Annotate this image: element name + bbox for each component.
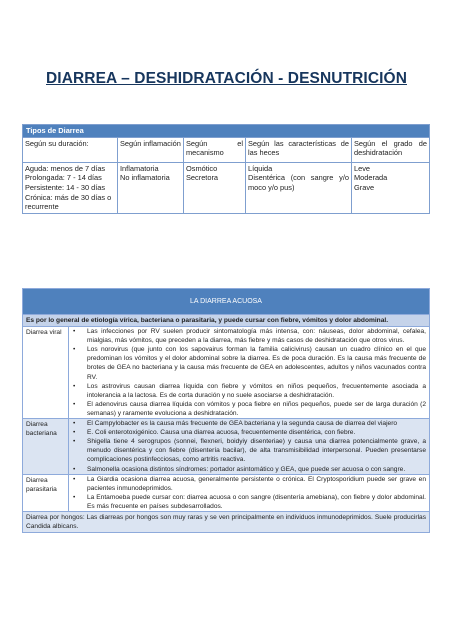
section-content (69, 474, 430, 511)
column-headers-row (23, 137, 430, 162)
list-item: • La Giardia ocasiona diarrea acuosa, generalmente persistente o crónica. El Cryptosporidium puede ser grave en pacientes inmunodeprimidos. (69, 475, 426, 493)
intro-text: Es por lo general de etiología vírica, bacteriana o parasitaria, y puede cursar con fiebre, vómitos y dolor abdominal. (23, 315, 430, 327)
section-content (69, 327, 430, 419)
list-item: Aguda: menos de 7 días (25, 163, 106, 173)
list-item: Leve (354, 163, 371, 173)
bullet-list (69, 419, 429, 474)
section-parasitic (23, 474, 430, 511)
list-item: Osmótico (186, 163, 218, 173)
section-bacterial (23, 419, 430, 475)
table-header-row (23, 125, 430, 138)
col-inflammation: Según inflamación (118, 137, 184, 162)
list-item: Secretora (186, 173, 219, 183)
fungal-note: Diarrea por hongos: Las diarreas por hongos son muy raras y se ven principalmente en individuos inmunodeprimidos. Suele producirlas Candida albicans. (23, 511, 430, 532)
section-viral (23, 327, 430, 419)
page-title: DIARREA – DESHIDRATACIÓN - DESNUTRICIÓN (46, 70, 407, 87)
bullet-list (69, 327, 429, 418)
section-label: Diarrea viral (23, 327, 69, 419)
list-item: Grave (354, 182, 375, 192)
section-label: Diarrea bacteriana (23, 419, 69, 475)
list-item: • El Campylobacter es la causa más frecuente de GEA bacteriana y la segunda causa de diarrea del viajero (69, 419, 426, 428)
list-item: • E. Coli enterotoxigénico. Causa una diarrea acuosa, frecuentemente disentérica, con fiebre. (69, 428, 426, 437)
list-item: • El adenovirus causa diarrea líquida con vómitos y poca fiebre en niños pequeños, puede ser de larga duración (2 semanas) y raramente evoluciona a deshidratación. (69, 400, 426, 418)
list-item: • Salmonella ocasiona distintos síndromes: portador asintomático y GEA, que puede ser acuosa o con sangre. (69, 465, 426, 474)
list-item: Líquida (248, 163, 273, 173)
col-mechanism: Según el mecanismo (184, 137, 246, 162)
cell-duration (23, 162, 118, 213)
col-stool: Según las características de las heces (246, 137, 352, 162)
watery-diarrhea-table (22, 288, 430, 533)
cell-inflammation (118, 162, 184, 213)
list-item: Inflamatoria (120, 163, 159, 173)
intro-row (23, 315, 430, 327)
list-item: • Shigella tiene 4 serogrupos (sonnei, flexneri, boidyiy disenteriae) y causa una diarrea potencialmente grave, a menudo disentérica y con fiebre (disentería bacilar), de alta transmisibilidad interpersonal. Pueden presentarse complicaciones postinfecciosas, como artritis reactiva. (69, 437, 426, 464)
list-item: Prolongada: 7 - 14 días (25, 173, 102, 183)
section-label: Diarrea parasitaria (23, 474, 69, 511)
list-item: Persistente: 14 - 30 días (25, 182, 106, 192)
list-item: • Los norovirus (que junto con los sapovairus forman la familia calicivirus) causan un cuadro clínico en el que predominan los vómitos y el dolor abdominal sobre la diarrea. Es de poca duración. Es la causa más frecuente de brotes de GEA no bacteriana y la causa más frecuente de GEA en adolescentes, adultos y niños vacunados contra RV. (69, 345, 426, 381)
table-header: Tipos de Diarrea (23, 125, 430, 138)
banner-row (23, 289, 430, 315)
list-item: • La Entamoeba puede cursar con: diarrea acuosa o con sangre (disentería amebiana), con fiebre y dolor abdominal. Es más frecuente en países subdesarrollados. (69, 493, 426, 511)
col-duration: Según su duración: (23, 137, 118, 162)
list-item: • Las infecciones por RV suelen producir sintomatología más intensa, con: náuseas, dolor abdominal, cefalea, mialgias, más vómitos, que preceden a la diarrea, más fiebre y más casos de deshidratación que otros virus. (69, 327, 426, 345)
section-banner: LA DIARREA ACUOSA (23, 289, 430, 315)
diarrhea-types-table (22, 124, 430, 214)
list-item: No inflamatoria (120, 173, 170, 183)
values-row (23, 162, 430, 213)
cell-dehydration (352, 162, 430, 213)
list-item: • Los astrovirus causan diarrea líquida con fiebre y vómitos en niños pequeños, frecuentemente asociada a intolerancia a la lactosa. Es de corta duración y no suele asociarse a deshidratación. (69, 382, 426, 400)
list-item: Crónica: más de 30 días o recurrente (25, 192, 112, 212)
bullet-list (69, 475, 429, 511)
list-item: Disentérica (con sangre y/o moco y/o pus) (248, 173, 349, 192)
list-item: Moderada (354, 173, 388, 183)
cell-mechanism (184, 162, 246, 213)
cell-stool (246, 162, 352, 213)
col-dehydration: Según el grado de deshidratación (352, 137, 430, 162)
footer-row (23, 511, 430, 532)
section-content (69, 419, 430, 475)
